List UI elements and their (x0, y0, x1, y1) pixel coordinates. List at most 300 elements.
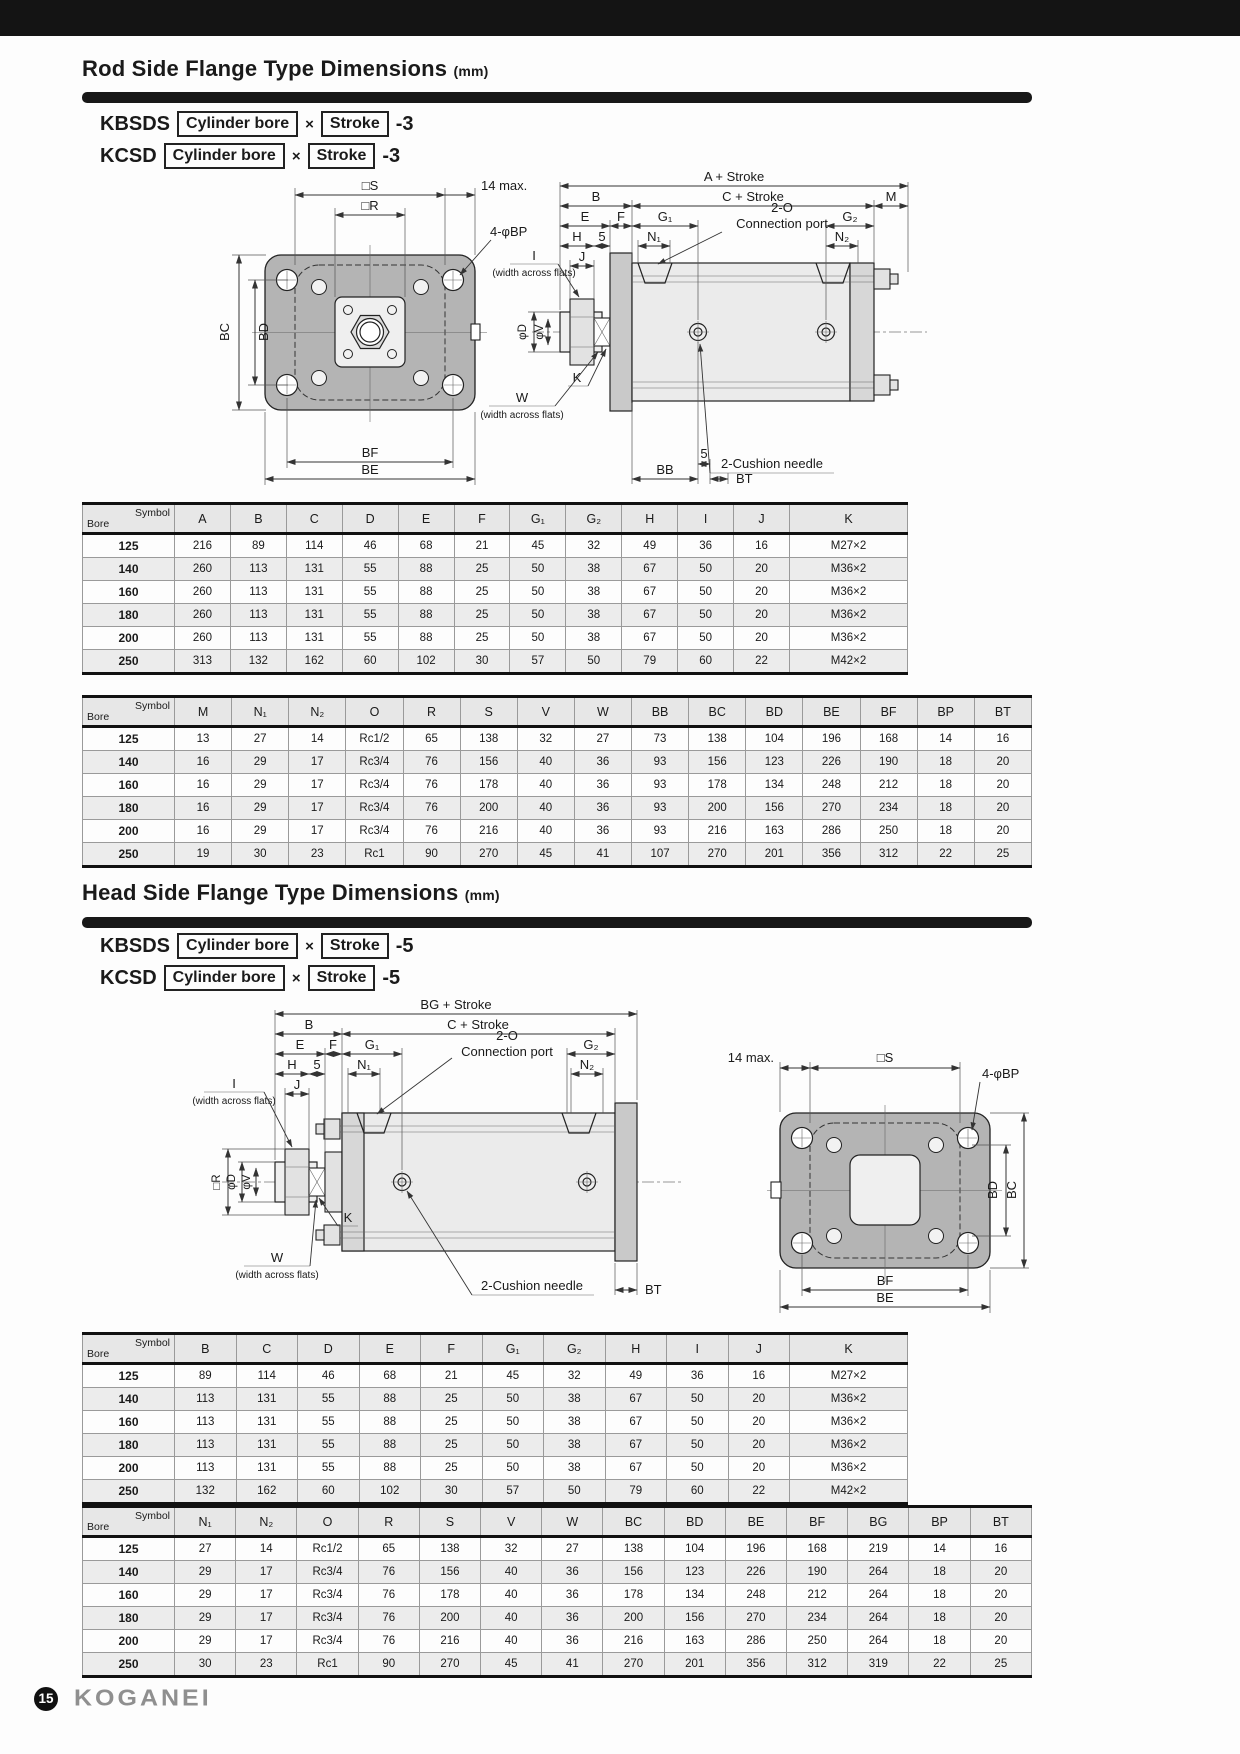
dimension-cell: 21 (454, 534, 510, 558)
dimension-cell: 67 (622, 627, 678, 650)
rod-section-title (82, 56, 489, 82)
dimension-cell: 27 (574, 727, 631, 751)
cylinder-bore-box: Cylinder bore (164, 143, 285, 169)
dimension-cell: 131 (286, 581, 342, 604)
dimension-cell: 49 (605, 1364, 667, 1388)
dimension-cell: 19 (175, 843, 232, 867)
dimension-cell: 57 (510, 650, 566, 674)
dimension-cell: 163 (664, 1630, 725, 1653)
dimension-cell: 20 (970, 1561, 1031, 1584)
dimension-cell: 60 (342, 650, 398, 674)
dimension-cell: 50 (678, 604, 734, 627)
dimension-cell: 131 (236, 1457, 298, 1480)
dim-label-bt: BT (736, 471, 753, 486)
rod-cylinder-side-view (480, 172, 927, 486)
dimension-cell: 16 (728, 1364, 790, 1388)
model-suffix: -3 (395, 112, 414, 135)
dimension-cell: 50 (566, 650, 622, 674)
column-header: S (419, 1507, 480, 1537)
stroke-box: Stroke (308, 143, 376, 169)
dimension-cell: 65 (358, 1537, 419, 1561)
dimension-cell: 25 (974, 843, 1031, 867)
bore-symbol-corner-cell (83, 1334, 175, 1364)
port-count-label: 2-O (496, 1028, 518, 1043)
top-black-bar (0, 0, 1240, 36)
rod-model-kbsds (100, 110, 414, 138)
dimension-cell: 123 (664, 1561, 725, 1584)
dimension-cell: 36 (574, 820, 631, 843)
dimension-cell: 40 (517, 774, 574, 797)
dimension-cell: 264 (848, 1607, 909, 1630)
model-suffix: -3 (382, 144, 401, 167)
times-sign: × (291, 147, 301, 165)
dimension-cell: 196 (725, 1537, 786, 1561)
dimension-cell: 36 (574, 774, 631, 797)
rod-title-units: (mm) (453, 63, 489, 79)
dimension-cell: 14 (289, 727, 346, 751)
dimension-cell: 90 (358, 1653, 419, 1677)
column-header: BT (970, 1507, 1031, 1537)
table-row-bore-160 (83, 581, 908, 604)
dimension-cell: 234 (787, 1607, 848, 1630)
bore-cell: 180 (83, 797, 175, 820)
dimension-cell: 38 (566, 604, 622, 627)
table-row-bore-160 (83, 1411, 908, 1434)
dimension-cell: 264 (848, 1584, 909, 1607)
dimension-cell: 30 (232, 843, 289, 867)
corner-bore-label: Bore (87, 518, 110, 530)
dimension-cell: 88 (359, 1457, 421, 1480)
dimension-cell: 216 (603, 1630, 664, 1653)
dimension-cell: 16 (974, 727, 1031, 751)
bore-symbol-corner-cell (83, 504, 175, 534)
dimension-cell: 113 (230, 627, 286, 650)
corner-bore-label: Bore (87, 1521, 110, 1533)
dimension-cell: 212 (787, 1584, 848, 1607)
dim-label-phi-d: φD (226, 1174, 238, 1190)
dimension-cell: 18 (917, 797, 974, 820)
dim-label-phi-d: φD (517, 324, 529, 340)
dimension-cell: M36×2 (790, 558, 908, 581)
times-sign: × (305, 115, 314, 133)
dimension-cell: 50 (482, 1411, 544, 1434)
dimension-cell: 113 (230, 604, 286, 627)
dimension-cell: 36 (574, 751, 631, 774)
dimension-cell: 219 (848, 1537, 909, 1561)
dimension-cell: 46 (342, 534, 398, 558)
bore-cell: 125 (83, 1537, 175, 1561)
dimension-cell: 29 (232, 797, 289, 820)
dimension-cell: 40 (517, 797, 574, 820)
dimension-cell: 50 (482, 1457, 544, 1480)
head-model-kbsds (100, 932, 414, 960)
dimension-cell: 60 (298, 1480, 360, 1504)
dimension-cell: 20 (728, 1457, 790, 1480)
bore-cell: 200 (83, 820, 175, 843)
column-header: D (298, 1334, 360, 1364)
dimension-cell: 49 (622, 534, 678, 558)
dimension-cell: 93 (632, 820, 689, 843)
dimension-cell: Rc1/2 (297, 1537, 358, 1561)
dimension-cell: 32 (544, 1364, 606, 1388)
header-row (83, 504, 908, 534)
dimension-cell: 40 (481, 1561, 542, 1584)
column-header: K (790, 504, 908, 534)
dimension-cell: 38 (566, 581, 622, 604)
dimension-cell: 67 (622, 558, 678, 581)
dimension-cell: 131 (286, 558, 342, 581)
dimension-cell: 50 (482, 1434, 544, 1457)
column-header: N₂ (236, 1507, 297, 1537)
stroke-box: Stroke (321, 933, 389, 959)
dimension-cell: 20 (970, 1607, 1031, 1630)
dimension-cell: 38 (544, 1457, 606, 1480)
bore-cell: 140 (83, 558, 175, 581)
model-prefix: KBSDS (100, 112, 171, 135)
dim-label-bd: BD (256, 322, 271, 342)
rod-flange-front-view (217, 178, 527, 485)
column-header: R (358, 1507, 419, 1537)
dimension-cell: 226 (725, 1561, 786, 1584)
dim-label-bp: 4-φBP (490, 224, 528, 239)
column-header: BP (909, 1507, 970, 1537)
dim-label-i: I (232, 1076, 236, 1091)
corner-symbol-label: Symbol (134, 507, 170, 519)
dimension-cell: 50 (667, 1388, 729, 1411)
dimension-cell: 18 (917, 751, 974, 774)
dimension-cell: 79 (605, 1480, 667, 1504)
corner-symbol-label: Symbol (134, 1337, 170, 1349)
column-header: D (342, 504, 398, 534)
dim-label-h: H (572, 229, 582, 244)
dim-label-bp: 4-φBP (982, 1066, 1020, 1081)
dimension-cell: 29 (232, 820, 289, 843)
header-row (83, 697, 1032, 727)
dimension-cell: 264 (848, 1630, 909, 1653)
bore-symbol-corner-cell (83, 697, 175, 727)
dimension-cell: 16 (175, 751, 232, 774)
connection-port-label: Connection port (461, 1044, 553, 1059)
rod-title-text: Rod Side Flange Type Dimensions (82, 56, 448, 81)
dimension-cell: M42×2 (790, 650, 908, 674)
column-header: BT (974, 697, 1031, 727)
dimension-cell: 50 (667, 1434, 729, 1457)
dimension-cell: 29 (175, 1607, 236, 1630)
dim-label-5-bottom: 5 (700, 446, 708, 461)
dimension-cell: 25 (421, 1434, 483, 1457)
dimension-cell: Rc1 (297, 1653, 358, 1677)
width-across-flats-label: (width across flats) (192, 1096, 276, 1107)
bore-cell: 140 (83, 1388, 175, 1411)
dim-label-14max: 14 max. (481, 178, 528, 193)
dimension-cell: 134 (746, 774, 803, 797)
dimension-cell: 36 (542, 1561, 603, 1584)
dimension-cell: 88 (398, 581, 454, 604)
bore-cell: 125 (83, 1364, 175, 1388)
dimension-cell: 20 (734, 604, 790, 627)
column-header: F (421, 1334, 483, 1364)
bore-cell: 160 (83, 1584, 175, 1607)
dim-label-5: 5 (313, 1057, 321, 1072)
dimension-cell: 18 (917, 820, 974, 843)
dimension-cell: 18 (909, 1607, 970, 1630)
dimension-cell: 29 (175, 1630, 236, 1653)
dimension-cell: 50 (510, 581, 566, 604)
dim-label-b: B (304, 1017, 314, 1032)
port-count-label: 2-O (771, 200, 793, 215)
table-row-bore-180 (83, 797, 1032, 820)
dimension-cell: 163 (746, 820, 803, 843)
dimension-cell: 32 (517, 727, 574, 751)
dimension-cell: 23 (236, 1653, 297, 1677)
table-row-bore-200 (83, 1630, 1032, 1653)
dimension-cell: 25 (970, 1653, 1031, 1677)
corner-symbol-label: Symbol (134, 1510, 170, 1522)
table-row-bore-200 (83, 820, 1032, 843)
dimension-cell: 40 (517, 751, 574, 774)
dimension-cell: 131 (236, 1411, 298, 1434)
dimension-cell: 45 (481, 1653, 542, 1677)
dimension-cell: 55 (298, 1411, 360, 1434)
dimension-cell: 200 (689, 797, 746, 820)
dimension-cell: 25 (421, 1457, 483, 1480)
dimension-cell: 260 (175, 604, 231, 627)
cylinder-bore-box: Cylinder bore (177, 111, 298, 137)
dim-label-14max: 14 max. (727, 1050, 774, 1065)
column-header: E (359, 1334, 421, 1364)
dimension-cell: Rc1 (346, 843, 403, 867)
dimension-cell: 178 (419, 1584, 480, 1607)
dimension-cell: 32 (566, 534, 622, 558)
dimension-cell: M36×2 (790, 627, 908, 650)
rod-model-kcsd (100, 142, 400, 170)
column-header: G₂ (566, 504, 622, 534)
column-header: S (460, 697, 517, 727)
bore-cell: 250 (83, 1480, 175, 1504)
dimension-cell: 50 (510, 558, 566, 581)
bore-cell: 125 (83, 534, 175, 558)
dimension-cell: 73 (632, 727, 689, 751)
column-header: K (790, 1334, 908, 1364)
dimension-cell: 313 (175, 650, 231, 674)
bore-cell: 160 (83, 774, 175, 797)
dimension-cell: 18 (909, 1561, 970, 1584)
dimension-cell: 131 (236, 1388, 298, 1411)
column-header: O (297, 1507, 358, 1537)
dimension-cell: 286 (725, 1630, 786, 1653)
head-title-text: Head Side Flange Type Dimensions (82, 880, 459, 905)
dim-label-phi-v: φV (241, 1174, 253, 1190)
dimension-cell: 319 (848, 1653, 909, 1677)
column-header: V (517, 697, 574, 727)
dim-label-k: K (343, 1210, 353, 1225)
dim-label-5: 5 (598, 229, 606, 244)
dimension-cell: 67 (622, 604, 678, 627)
dimension-cell: M36×2 (790, 1457, 908, 1480)
dimension-cell: 76 (403, 774, 460, 797)
column-header: V (481, 1507, 542, 1537)
dimension-cell: 22 (917, 843, 974, 867)
dimension-cell: 17 (236, 1584, 297, 1607)
dimension-cell: Rc3/4 (346, 797, 403, 820)
dimension-cell: 270 (803, 797, 860, 820)
column-header: A (175, 504, 231, 534)
bore-cell: 160 (83, 1411, 175, 1434)
dimension-cell: 67 (605, 1457, 667, 1480)
dim-label-b: B (591, 189, 601, 204)
head-section-rule (82, 917, 1032, 928)
dimension-cell: 14 (909, 1537, 970, 1561)
dimension-cell: 113 (175, 1388, 237, 1411)
dimension-cell: 113 (175, 1434, 237, 1457)
column-header: BB (632, 697, 689, 727)
column-header: H (605, 1334, 667, 1364)
dimension-cell: 250 (787, 1630, 848, 1653)
dimension-cell: 38 (544, 1388, 606, 1411)
bore-symbol-corner-cell (83, 1507, 175, 1537)
table-row-bore-140 (83, 1388, 908, 1411)
rod-section-rule (82, 92, 1032, 103)
cylinder-bore-box: Cylinder bore (177, 933, 298, 959)
dim-label-g2: G₂ (842, 209, 858, 224)
table-row-bore-250 (83, 1480, 908, 1504)
dimension-cell: 50 (667, 1457, 729, 1480)
dimension-cell: 20 (734, 558, 790, 581)
table-row-bore-125 (83, 1537, 1032, 1561)
dimension-cell: 190 (860, 751, 917, 774)
column-header: I (678, 504, 734, 534)
dimension-cell: 25 (421, 1411, 483, 1434)
column-header: O (346, 697, 403, 727)
dimension-cell: 270 (689, 843, 746, 867)
dimension-cell: 264 (848, 1561, 909, 1584)
bore-cell: 200 (83, 627, 175, 650)
dimension-cell: 270 (419, 1653, 480, 1677)
dimension-cell: 27 (232, 727, 289, 751)
table-row-bore-140 (83, 751, 1032, 774)
dimension-cell: 131 (236, 1434, 298, 1457)
dim-label-bc: BC (217, 322, 232, 342)
column-header: W (542, 1507, 603, 1537)
page-number-badge: 15 (34, 1687, 58, 1711)
dimension-cell: 156 (664, 1607, 725, 1630)
bore-cell: 160 (83, 581, 175, 604)
dimension-cell: 216 (419, 1630, 480, 1653)
dim-label-m: M (885, 189, 897, 204)
dimension-cell: 132 (230, 650, 286, 674)
rod-dimensions-table-2 (82, 695, 1032, 868)
rod-dimensions-table-1 (82, 502, 908, 675)
dimension-cell: 216 (460, 820, 517, 843)
dimension-cell: 93 (632, 751, 689, 774)
dimension-cell: 16 (734, 534, 790, 558)
dim-label-g1: G₁ (657, 209, 673, 224)
column-header: J (734, 504, 790, 534)
dimension-cell: 201 (746, 843, 803, 867)
dimension-cell: 212 (860, 774, 917, 797)
dimension-cell: 114 (286, 534, 342, 558)
width-across-flats-label: (width across flats) (480, 410, 564, 421)
column-header: F (454, 504, 510, 534)
column-header: N₁ (232, 697, 289, 727)
dim-label-be: BE (361, 462, 379, 477)
dimension-cell: 79 (622, 650, 678, 674)
column-header: J (728, 1334, 790, 1364)
dimension-cell: 67 (605, 1388, 667, 1411)
dimension-cell: M36×2 (790, 581, 908, 604)
dimension-cell: 260 (175, 581, 231, 604)
dimension-cell: 45 (510, 534, 566, 558)
dimension-cell: 200 (460, 797, 517, 820)
dimension-cell: 156 (603, 1561, 664, 1584)
times-sign: × (305, 937, 314, 955)
dim-label-n1: N₁ (647, 229, 661, 244)
cushion-needle-label: 2-Cushion needle (721, 456, 823, 471)
dimension-cell: 88 (359, 1411, 421, 1434)
head-section-title (82, 880, 500, 906)
dimension-cell: Rc1/2 (346, 727, 403, 751)
dim-label-w: W (515, 390, 529, 405)
dimension-cell: 29 (175, 1561, 236, 1584)
dim-label-square-r: □R (211, 1174, 223, 1190)
dimension-cell: 131 (286, 627, 342, 650)
dim-label-k: K (572, 370, 582, 385)
dimension-cell: 102 (359, 1480, 421, 1504)
dimension-cell: 114 (236, 1364, 298, 1388)
dim-label-c-stroke: C + Stroke (447, 1017, 509, 1032)
head-side-flange-drawing (82, 1000, 1042, 1326)
dimension-cell: 13 (175, 727, 232, 751)
dim-label-g2: G₂ (583, 1037, 599, 1052)
dimension-cell: M36×2 (790, 604, 908, 627)
dimension-cell: 93 (632, 774, 689, 797)
table-row-bore-160 (83, 774, 1032, 797)
dimension-cell: 22 (728, 1480, 790, 1504)
column-header: C (286, 504, 342, 534)
column-header: C (236, 1334, 298, 1364)
dimension-cell: 29 (232, 751, 289, 774)
dimension-cell: 20 (974, 820, 1031, 843)
dimension-cell: 38 (544, 1411, 606, 1434)
dimension-cell: 38 (566, 558, 622, 581)
head-cylinder-side-view (192, 1000, 682, 1297)
cylinder-bore-box: Cylinder bore (164, 965, 285, 991)
model-prefix: KCSD (100, 144, 157, 167)
dimension-cell: 88 (398, 627, 454, 650)
dim-label-j: J (578, 249, 586, 264)
dimension-cell: 76 (358, 1584, 419, 1607)
bore-cell: 250 (83, 650, 175, 674)
dimension-cell: 14 (236, 1537, 297, 1561)
dimension-cell: 68 (398, 534, 454, 558)
dimension-cell: M27×2 (790, 534, 908, 558)
bore-cell: 250 (83, 843, 175, 867)
dimension-cell: 270 (460, 843, 517, 867)
dimension-cell: 55 (298, 1388, 360, 1411)
dimension-cell: 16 (175, 797, 232, 820)
dim-label-j: J (293, 1077, 301, 1092)
dimension-cell: 138 (419, 1537, 480, 1561)
dimension-cell: Rc3/4 (346, 751, 403, 774)
dimension-cell: 270 (725, 1607, 786, 1630)
column-header: R (403, 697, 460, 727)
dimension-cell: 20 (970, 1630, 1031, 1653)
dimension-cell: 25 (454, 581, 510, 604)
table-row-bore-200 (83, 1457, 908, 1480)
dimension-cell: 50 (678, 558, 734, 581)
dim-label-g1: G₁ (364, 1037, 380, 1052)
dimension-cell: 138 (689, 727, 746, 751)
